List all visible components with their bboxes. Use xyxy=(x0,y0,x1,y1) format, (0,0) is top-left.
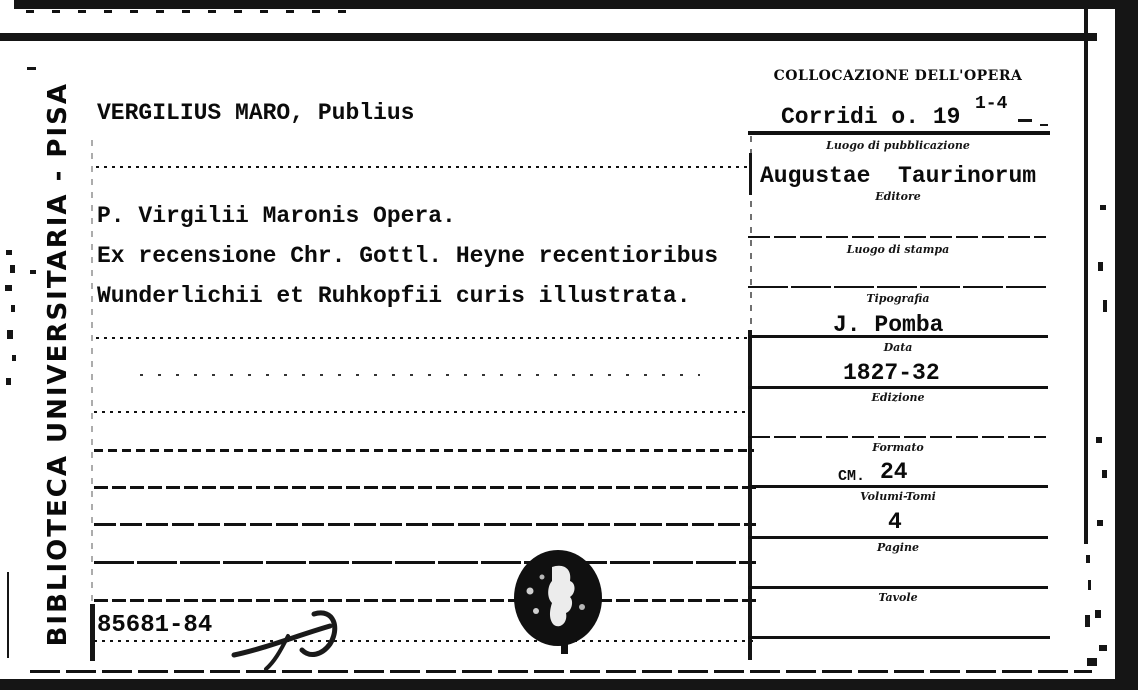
ink-speck xyxy=(27,67,36,70)
ruled-line xyxy=(94,411,752,413)
ink-speck xyxy=(1086,555,1090,563)
ink-speck xyxy=(1095,610,1101,618)
ink-speck xyxy=(1085,615,1090,627)
ink-speck xyxy=(1040,124,1048,126)
field-value-formato: 24 xyxy=(880,459,908,485)
card-border-bottom xyxy=(30,670,1092,673)
field-value-data: 1827-32 xyxy=(843,360,940,386)
field-value-luogo-di-pubblicazione: Augustae Taurinorum xyxy=(760,163,1037,189)
author-heading: VERGILIUS MARO, Publius xyxy=(97,100,415,126)
scan-edge-right xyxy=(1115,0,1138,690)
scan-scratch xyxy=(7,572,9,658)
field-rule xyxy=(748,636,1050,639)
ink-speck xyxy=(1087,658,1097,666)
ink-speck xyxy=(1097,520,1103,526)
shelfmark-superscript: 1-4 xyxy=(975,94,1008,114)
library-stamp-icon xyxy=(512,549,604,655)
card-border-top xyxy=(0,33,1097,41)
library-name-vertical xyxy=(38,81,78,647)
ink-speck xyxy=(6,250,12,255)
field-label-tavole: Tavole xyxy=(878,591,918,604)
ink-speck xyxy=(11,305,15,312)
field-rule xyxy=(748,286,1046,288)
ruled-line xyxy=(94,561,756,564)
field-rule xyxy=(748,586,1048,589)
card-border-left xyxy=(91,140,93,602)
ink-speck xyxy=(12,355,16,361)
title-line-2: Ex recensione Chr. Gottl. Heyne recentioribus xyxy=(97,243,719,269)
ink-speck xyxy=(10,265,15,273)
column-divider-tick xyxy=(749,153,752,195)
field-label-luogo-di-pubblicazione: Luogo di pubblicazione xyxy=(826,139,970,152)
inventory-number: 85681-84 xyxy=(97,612,213,639)
field-label-formato: Formato xyxy=(872,441,924,454)
ruled-line xyxy=(94,449,754,452)
field-label-volumi-tomi: Volumi-Tomi xyxy=(860,490,936,503)
field-label-editore: Editore xyxy=(875,190,921,203)
ruled-line xyxy=(96,166,750,168)
field-label-edizione: Edizione xyxy=(871,391,925,404)
field-value-volumi-tomi: 4 xyxy=(888,509,902,535)
ink-speck xyxy=(7,330,13,339)
ruled-line xyxy=(96,337,750,339)
ink-speck xyxy=(1099,645,1107,651)
ink-speck xyxy=(5,285,12,291)
ruled-line xyxy=(94,523,756,526)
title-line-1: P. Virgilii Maronis Opera. xyxy=(97,203,456,229)
title-line-3: Wunderlichii et Ruhkopfii curis illustrata. xyxy=(97,283,691,309)
ink-speck xyxy=(30,270,36,274)
ruled-line xyxy=(140,374,700,376)
ruled-line xyxy=(94,640,756,642)
field-rule xyxy=(748,485,1048,488)
shelfmark: Corridi o. 19 xyxy=(781,104,961,130)
library-name-label: BIBLIOTECA UNIVERSITARIA - PISA xyxy=(43,81,73,647)
field-label-luogo-di-stampa: Luogo di stampa xyxy=(846,243,950,256)
collocation-header: COLLOCAZIONE DELL'OPERA xyxy=(773,68,1023,84)
ink-speck xyxy=(1018,119,1032,122)
field-value-formato-unit: CM. xyxy=(838,468,866,485)
scan-edge-bottom xyxy=(0,679,1138,690)
card-border-left-dark xyxy=(90,604,95,661)
handwritten-mark xyxy=(228,600,343,670)
ink-speck xyxy=(6,378,11,385)
scan-edge-top-fray xyxy=(26,10,356,13)
field-value-tipografia: J. Pomba xyxy=(833,312,944,338)
ink-speck xyxy=(1096,437,1102,443)
ink-speck xyxy=(1088,580,1091,590)
field-label-data: Data xyxy=(883,341,913,354)
field-rule xyxy=(748,536,1048,539)
field-rule xyxy=(748,436,1046,438)
ink-speck xyxy=(1103,300,1107,312)
field-label-pagine: Pagine xyxy=(877,541,919,554)
card-border-right xyxy=(1084,4,1088,544)
field-rule xyxy=(748,386,1048,389)
ruled-line xyxy=(94,599,756,602)
field-label-tipografia: Tipografia xyxy=(866,292,930,305)
ink-speck xyxy=(1102,470,1107,478)
ruled-line xyxy=(94,486,756,489)
ink-speck xyxy=(1100,205,1106,210)
field-rule xyxy=(748,236,1046,238)
ink-speck xyxy=(1098,262,1103,271)
scan-edge-top xyxy=(14,0,1118,9)
field-rule xyxy=(748,131,1050,135)
